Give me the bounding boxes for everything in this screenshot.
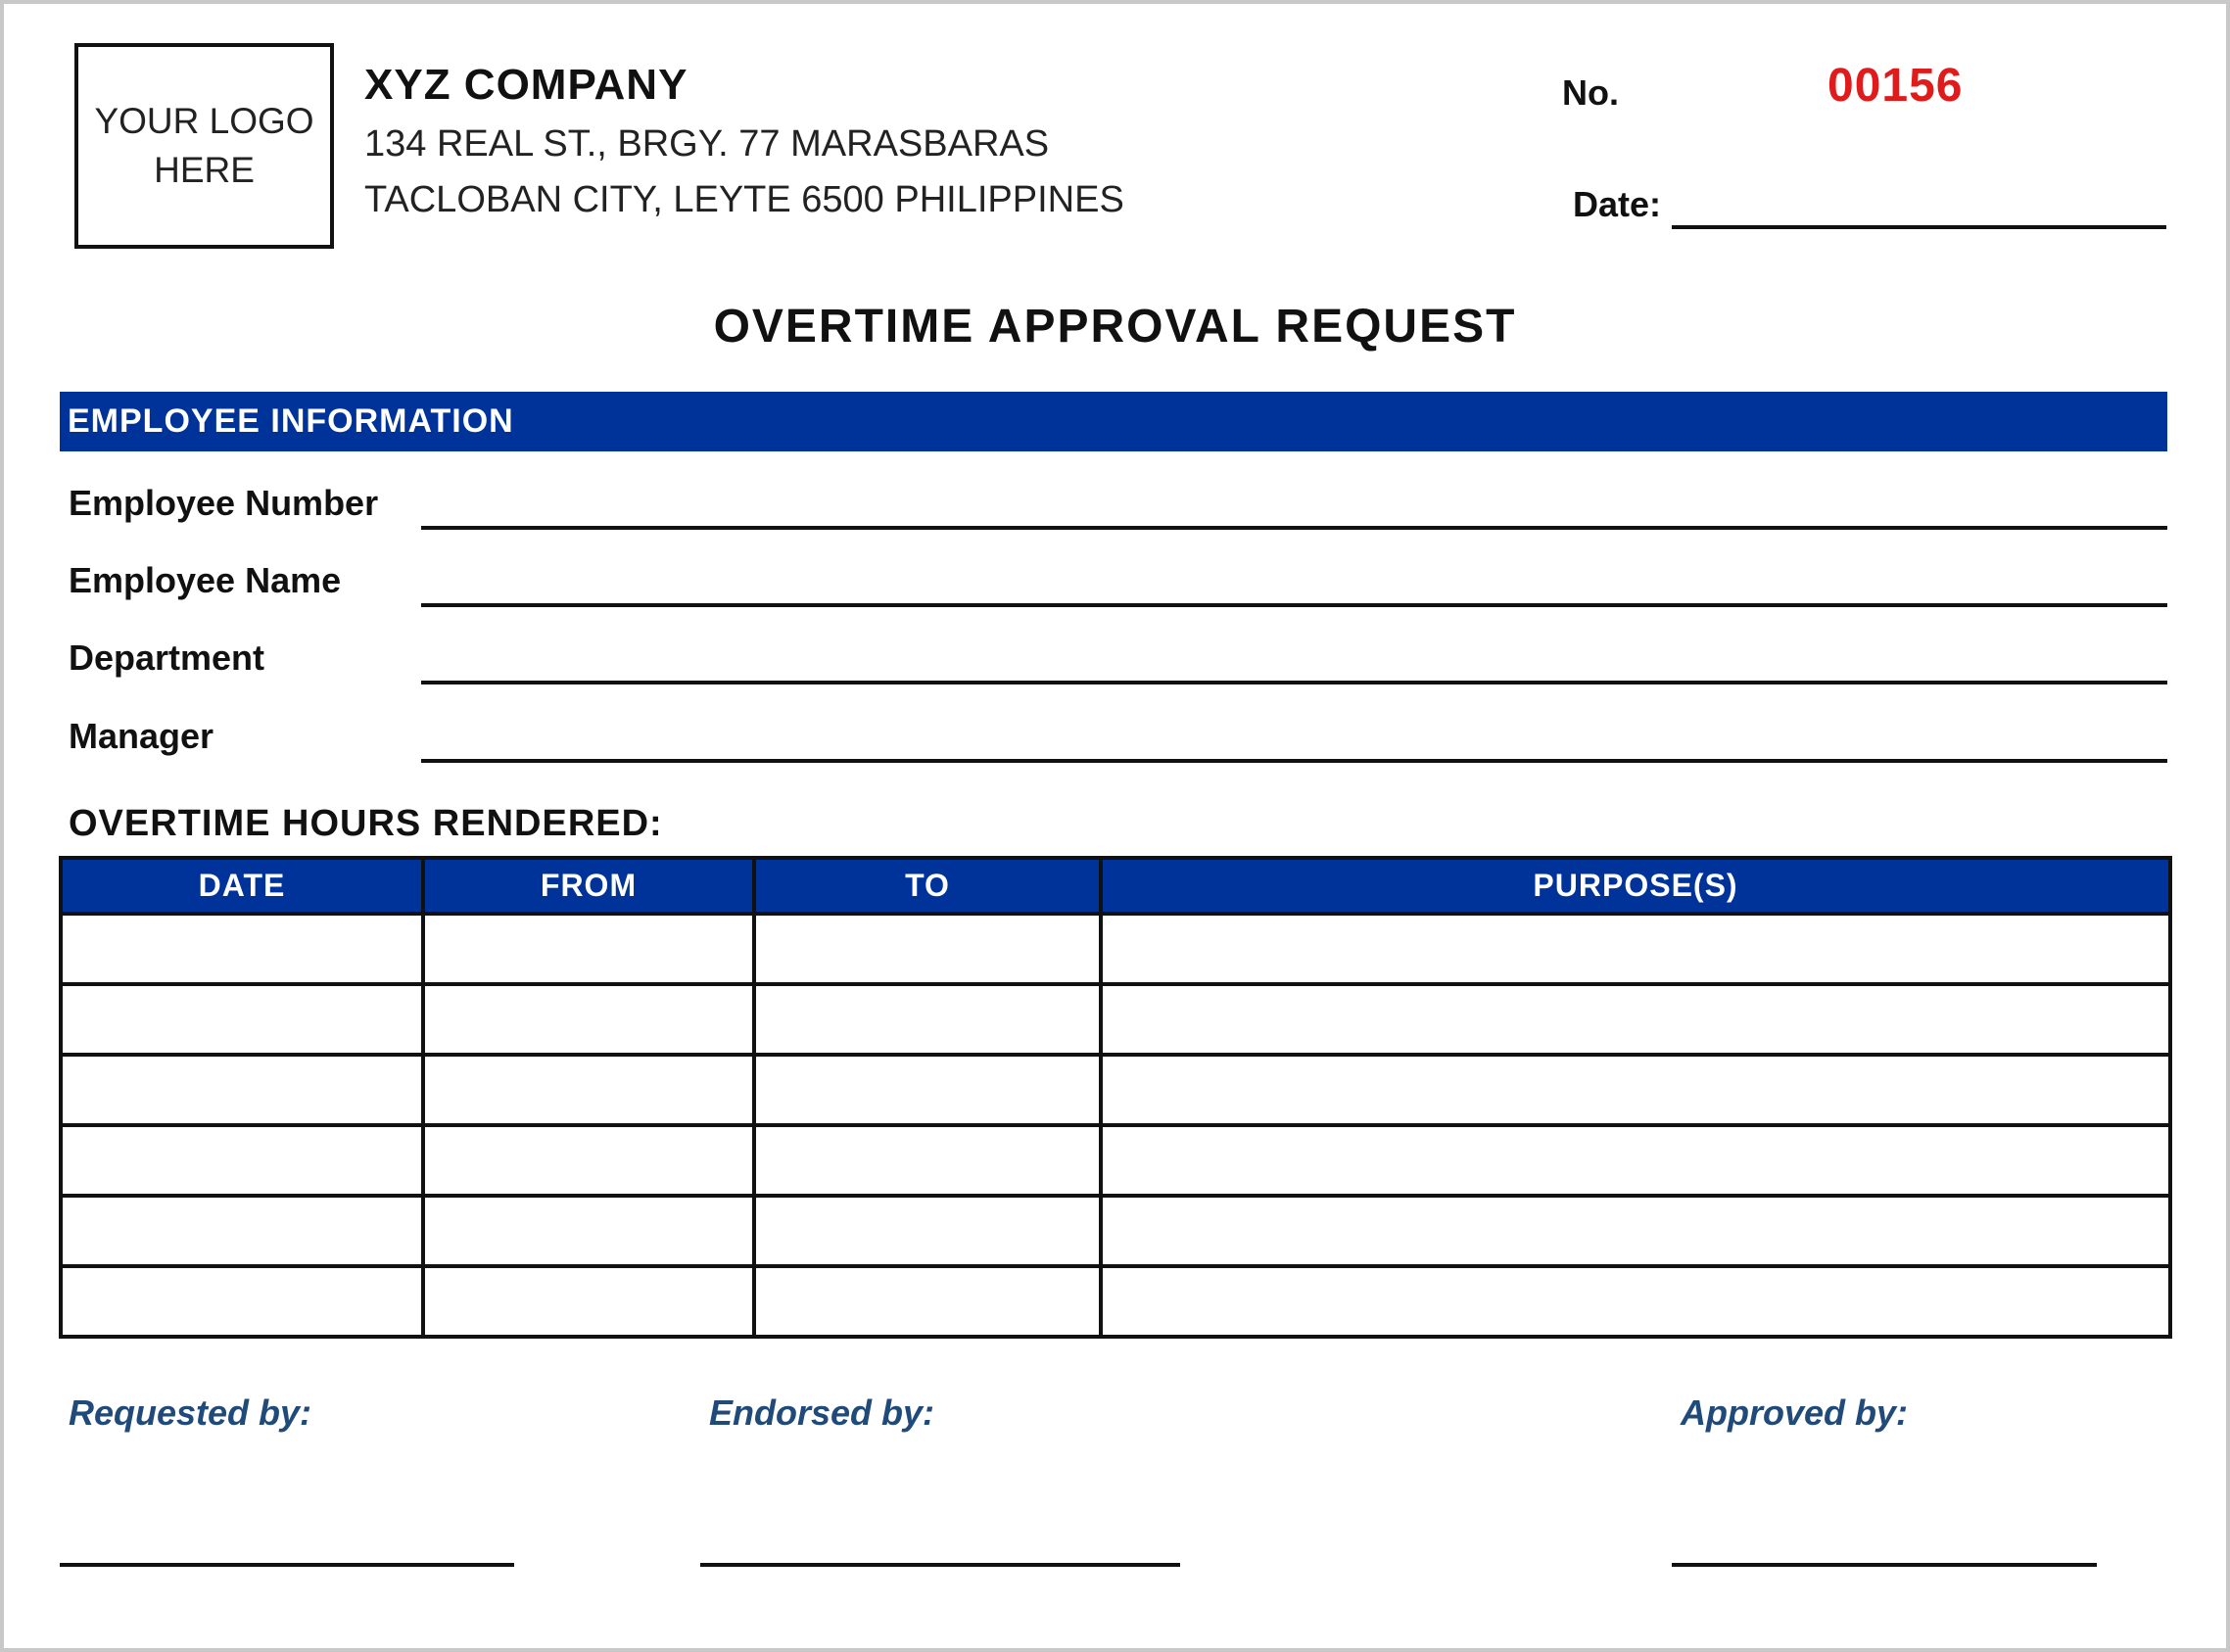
table-row [61,914,2170,984]
purpose-cell[interactable] [1101,914,2170,984]
date-cell[interactable] [61,984,423,1055]
department-label: Department [69,637,265,678]
date-cell[interactable] [61,1055,423,1125]
logo-placeholder [74,43,334,249]
purpose-cell[interactable] [1101,1125,2170,1196]
approved-by-signature-line[interactable] [1672,1563,2097,1567]
employee-name-label: Employee Name [69,560,342,600]
approved-by-label: Approved by: [1681,1392,1909,1433]
to-cell[interactable] [754,914,1101,984]
column-header-to: TO [754,858,1101,914]
table-header-row [61,858,2170,914]
employee-name-field[interactable] [421,603,2167,607]
to-cell[interactable] [754,1266,1101,1337]
requested-by-label: Requested by: [69,1392,312,1433]
company-address-line2: TACLOBAN CITY, LEYTE 6500 PHILIPPINES [364,179,1124,220]
date-cell[interactable] [61,1266,423,1337]
logo-text-line2: HERE [154,150,255,190]
manager-label: Manager [69,716,214,756]
date-label: Date: [1573,184,1662,224]
endorsed-by-signature-line[interactable] [700,1563,1180,1567]
table-row [61,1266,2170,1337]
column-header-from: FROM [423,858,754,914]
purpose-cell[interactable] [1101,984,2170,1055]
manager-field[interactable] [421,759,2167,763]
date-cell[interactable] [61,1125,423,1196]
table-row [61,1055,2170,1125]
from-cell[interactable] [423,1055,754,1125]
employee-number-field[interactable] [421,526,2167,530]
column-header-purpose: PURPOSE(S) [1101,858,2170,914]
department-field[interactable] [421,681,2167,684]
to-cell[interactable] [754,1055,1101,1125]
to-cell[interactable] [754,984,1101,1055]
form-number-label: No. [1562,72,1619,113]
employee-info-header: EMPLOYEE INFORMATION [60,392,2167,451]
overtime-hours-table [59,856,2172,1339]
endorsed-by-label: Endorsed by: [709,1392,935,1433]
purpose-cell[interactable] [1101,1266,2170,1337]
company-address-line1: 134 REAL ST., BRGY. 77 MARASBARAS [364,123,1050,165]
date-cell[interactable] [61,1196,423,1266]
from-cell[interactable] [423,1196,754,1266]
from-cell[interactable] [423,1125,754,1196]
purpose-cell[interactable] [1101,1196,2170,1266]
employee-number-label: Employee Number [69,483,379,523]
logo-text-line1: YOUR LOGO [94,101,314,141]
from-cell[interactable] [423,1266,754,1337]
table-row [61,1125,2170,1196]
column-header-date: DATE [61,858,423,914]
table-row [61,1196,2170,1266]
company-name: XYZ COMPANY [364,61,688,109]
from-cell[interactable] [423,984,754,1055]
purpose-cell[interactable] [1101,1055,2170,1125]
date-field-line[interactable] [1672,225,2166,229]
form-number-value: 00156 [1827,60,1964,112]
table-row [61,984,2170,1055]
form-title: OVERTIME APPROVAL REQUEST [713,301,1517,353]
requested-by-signature-line[interactable] [60,1563,514,1567]
overtime-hours-title: OVERTIME HOURS RENDERED: [69,803,663,844]
to-cell[interactable] [754,1196,1101,1266]
date-cell[interactable] [61,914,423,984]
from-cell[interactable] [423,914,754,984]
to-cell[interactable] [754,1125,1101,1196]
